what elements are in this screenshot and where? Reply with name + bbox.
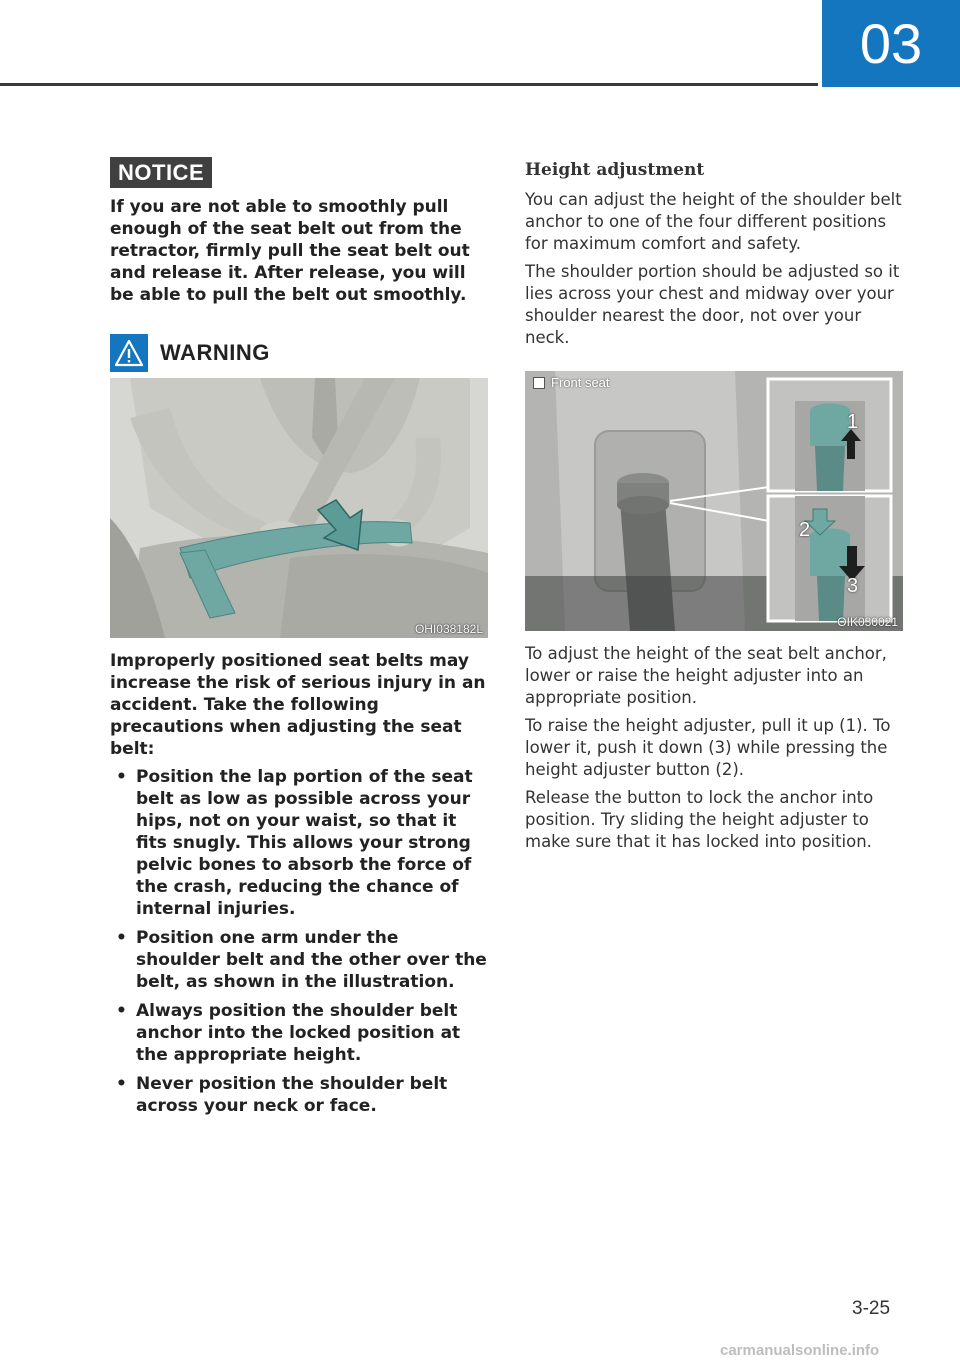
paragraph: Release the button to lock the anchor into position. Try sliding the height adjuster to make sure that it has locked into position. bbox=[525, 788, 874, 851]
callout-2: 2 bbox=[799, 519, 811, 541]
figure-code: OIK030021 bbox=[837, 615, 898, 629]
figure-label bbox=[533, 375, 610, 390]
page-number: 3-25 bbox=[852, 1298, 891, 1319]
watermark: carmanualsonline.info bbox=[720, 1342, 880, 1359]
notice-text: If you are not able to smoothly pull enough of the seat belt out from the retractor, firmly pull the seat belt out and release it. After release, you will be able to pull the belt out smoothly. bbox=[110, 197, 470, 305]
header-rule bbox=[0, 83, 818, 86]
section-heading: Height adjustment bbox=[525, 160, 705, 180]
callout-1: 1 bbox=[847, 411, 859, 433]
warning-header bbox=[110, 334, 488, 372]
warning-bullet-list bbox=[110, 766, 488, 1117]
warning-intro: Improperly positioned seat belts may increase the risk of serious injury in an accident. Take the following precautions when adjusting the seat belt: bbox=[110, 651, 486, 759]
list-item: • Position the lap portion of the seat belt as low as possible across your hips, not on your waist, so that it fits snugly. This allows your strong pelvic bones to absorb the force of the crash, reducing the chance of internal injuries. bbox=[110, 766, 488, 920]
paragraph: The shoulder portion should be adjusted so it lies across your chest and midway over your shoulder nearest the door, not over your neck. bbox=[525, 262, 900, 347]
square-bullet-icon bbox=[533, 377, 545, 389]
callout-3: 3 bbox=[847, 575, 859, 597]
warning-title: WARNING bbox=[160, 340, 270, 365]
list-item: • Always position the shoulder belt anchor into the locked position at the appropriate height. bbox=[110, 1000, 488, 1066]
paragraph: To raise the height adjuster, pull it up (1). To lower it, push it down (3) while pressing the height adjuster button (2). bbox=[525, 716, 891, 779]
list-item: • Position one arm under the shoulder belt and the other over the belt, as shown in the illustration. bbox=[110, 927, 488, 993]
figure-label-text: Front seat bbox=[551, 375, 610, 390]
paragraph: To adjust the height of the seat belt anchor, lower or raise the height adjuster into an appropriate position. bbox=[525, 644, 887, 707]
chapter-tab: 03 bbox=[822, 0, 960, 87]
list-item: • Never position the shoulder belt across your neck or face. bbox=[110, 1073, 488, 1117]
height-adjuster-illustration bbox=[525, 371, 903, 631]
seatbelt-position-illustration bbox=[110, 378, 488, 638]
paragraph: You can adjust the height of the shoulder belt anchor to one of the four different positions for maximum comfort and safety. bbox=[525, 190, 902, 253]
notice-badge: NOTICE bbox=[110, 157, 212, 188]
right-column bbox=[525, 157, 903, 853]
left-column bbox=[110, 157, 488, 1124]
warning-icon bbox=[110, 334, 148, 372]
figure-code: OHI038182L bbox=[414, 622, 483, 636]
